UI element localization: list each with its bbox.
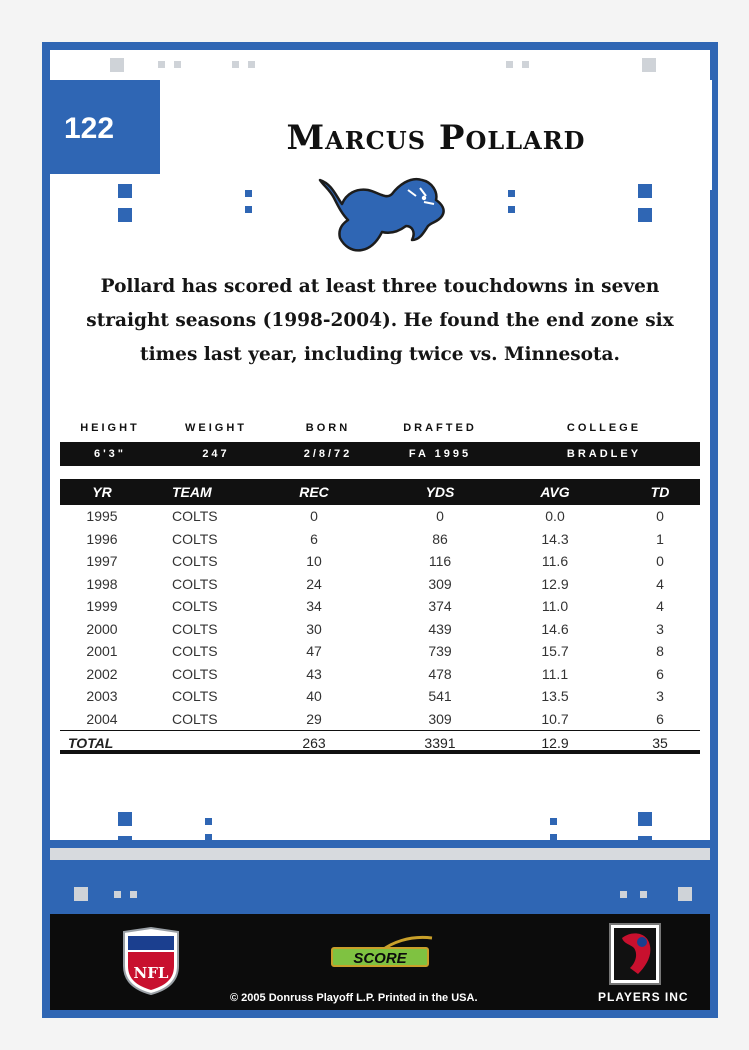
- table-cell: 14.3: [541, 530, 569, 547]
- table-cell: 3: [656, 620, 664, 637]
- vitals-header: DRAFTED: [403, 422, 477, 434]
- table-cell: 1999: [86, 598, 118, 614]
- table-row: [60, 528, 700, 551]
- lower-decor-row: [50, 764, 710, 844]
- table-cell: COLTS: [172, 710, 218, 727]
- table-cell: COLTS: [172, 688, 218, 704]
- decor-square: [245, 206, 252, 213]
- decor-square: [640, 891, 647, 898]
- table-cell: 439: [428, 620, 452, 637]
- table-cell: 374: [428, 598, 452, 614]
- decor-square: [130, 891, 137, 898]
- decor-square: [508, 190, 515, 197]
- nfl-shield-icon: [120, 926, 182, 996]
- decor-square: [638, 812, 652, 826]
- player-bio: Pollard has scored at least three touchdowns in seven straight seasons (1998-2004). He found the end zone six times last year, including twice vs. Minnesota.: [86, 276, 674, 365]
- table-cell: 24: [306, 575, 322, 592]
- stats-total-row: [60, 730, 700, 754]
- table-cell: 8: [656, 643, 664, 659]
- table-cell: 34: [306, 598, 322, 614]
- total-td: 35: [652, 735, 668, 751]
- table-cell: 0: [656, 508, 664, 524]
- vitals-values: [60, 448, 700, 462]
- table-row: [60, 618, 700, 641]
- decor-square: [174, 61, 181, 68]
- table-cell: COLTS: [172, 530, 218, 547]
- copyright-text: © 2005 Donruss Playoff L.P. Printed in the USA.: [230, 992, 478, 1004]
- stats-header: REC: [299, 484, 329, 500]
- table-cell: 11.0: [541, 598, 569, 614]
- table-cell: 0: [436, 508, 444, 524]
- decor-square: [114, 891, 121, 898]
- nfl-logo-text: NFL: [133, 964, 169, 982]
- decor-square: [508, 206, 515, 213]
- decor-square: [245, 190, 252, 197]
- decor-square: [550, 834, 557, 841]
- decor-square: [506, 61, 513, 68]
- table-cell: 478: [428, 665, 452, 682]
- table-cell: COLTS: [172, 643, 218, 659]
- vitals-value: 2/8/72: [303, 448, 353, 460]
- table-cell: COLTS: [172, 620, 218, 637]
- stats-header: AVG: [540, 484, 570, 500]
- decor-square: [638, 208, 652, 222]
- table-cell: 10: [306, 553, 322, 569]
- table-cell: 0: [656, 553, 664, 569]
- decor-square: [550, 818, 557, 825]
- table-cell: 47: [306, 643, 322, 659]
- table-cell: 739: [428, 643, 452, 659]
- decor-square: [118, 812, 132, 826]
- decor-square: [110, 58, 124, 72]
- table-cell: 116: [428, 553, 452, 569]
- decor-square: [118, 208, 132, 222]
- table-cell: 2004: [86, 710, 118, 727]
- score-logo-icon: [328, 934, 438, 970]
- table-row: [60, 550, 700, 573]
- table-cell: 1997: [86, 553, 118, 569]
- stats-header: TD: [650, 484, 670, 500]
- table-cell: 86: [432, 530, 448, 547]
- table-cell: 2002: [86, 665, 118, 682]
- table-cell: 6: [656, 665, 664, 682]
- stats-header: YDS: [425, 484, 455, 500]
- table-cell: 40: [306, 688, 322, 704]
- table-cell: 15.7: [541, 643, 569, 659]
- stats-body: [60, 505, 700, 730]
- table-cell: COLTS: [172, 575, 218, 592]
- table-cell: COLTS: [172, 553, 218, 569]
- main-panel: [50, 174, 710, 840]
- grey-band: [50, 848, 710, 860]
- table-cell: 4: [656, 598, 664, 614]
- table-cell: 6: [310, 530, 318, 547]
- decor-square: [248, 61, 255, 68]
- table-cell: 1996: [86, 530, 118, 547]
- table-row: [60, 505, 700, 528]
- trading-card-back: [42, 42, 718, 1018]
- player-name: Marcus Pollard: [286, 118, 586, 158]
- vitals-bar: [60, 442, 700, 466]
- score-logo-text: SCORE: [353, 950, 407, 967]
- decor-square: [522, 61, 529, 68]
- table-cell: 2001: [86, 643, 118, 659]
- table-cell: 1: [656, 530, 664, 547]
- table-cell: 4: [656, 575, 664, 592]
- footer: [50, 914, 710, 1010]
- table-cell: 3: [656, 688, 664, 704]
- players-inc-text: PLAYERS INC: [598, 990, 689, 1004]
- table-cell: 2003: [86, 688, 118, 704]
- decor-square: [205, 834, 212, 841]
- table-cell: 1995: [86, 508, 118, 524]
- total-label: TOTAL: [68, 735, 114, 751]
- table-cell: 1998: [86, 575, 118, 592]
- vitals-header: HEIGHT: [80, 422, 140, 434]
- table-cell: 12.9: [541, 575, 569, 592]
- table-cell: COLTS: [172, 665, 218, 682]
- vitals-header: COLLEGE: [566, 422, 642, 434]
- vitals-header: WEIGHT: [185, 422, 247, 434]
- table-row: [60, 685, 700, 708]
- decor-square: [642, 58, 656, 72]
- card-number: 122: [64, 112, 115, 145]
- table-cell: 14.6: [541, 620, 569, 637]
- decor-square: [232, 61, 239, 68]
- stats-header-row: [60, 479, 700, 505]
- table-cell: 2000: [86, 620, 118, 637]
- total-rec: 263: [302, 735, 326, 751]
- vitals-value: 6'3": [93, 448, 127, 460]
- table-cell: 11.6: [541, 553, 569, 569]
- table-cell: 29: [306, 710, 322, 727]
- top-strip: [50, 50, 710, 80]
- table-cell: 43: [306, 665, 322, 682]
- table-cell: 30: [306, 620, 322, 637]
- vitals-value: FA 1995: [408, 448, 472, 460]
- table-cell: COLTS: [172, 598, 218, 614]
- lion-logo-icon: [312, 170, 452, 254]
- table-cell: COLTS: [172, 508, 218, 524]
- table-cell: 0.0: [545, 508, 565, 524]
- vitals-headers: [60, 422, 700, 438]
- stats-table: [60, 479, 700, 754]
- decor-square: [158, 61, 165, 68]
- decor-square: [620, 891, 627, 898]
- total-avg: 12.9: [541, 735, 569, 751]
- table-cell: 11.1: [541, 665, 569, 682]
- logo-row: [50, 174, 710, 254]
- table-row: [60, 663, 700, 686]
- decor-square: [638, 184, 652, 198]
- table-cell: 309: [428, 710, 452, 727]
- vitals-header: BORN: [305, 422, 351, 434]
- stats-header: TEAM: [172, 484, 212, 500]
- decor-square: [678, 887, 692, 901]
- decor-square: [205, 818, 212, 825]
- table-row: [60, 708, 700, 731]
- vitals-value: 247: [202, 448, 230, 460]
- table-cell: 541: [428, 688, 452, 704]
- vitals-value: BRADLEY: [566, 448, 642, 460]
- decor-square: [74, 887, 88, 901]
- table-cell: 309: [428, 575, 452, 592]
- table-cell: 0: [310, 508, 318, 524]
- divider-line: [120, 843, 640, 846]
- table-row: [60, 595, 700, 618]
- table-row: [60, 640, 700, 663]
- players-inc-icon: [608, 922, 662, 986]
- stats-header: YR: [92, 484, 112, 500]
- total-yds: 3391: [424, 735, 456, 751]
- decor-square: [118, 184, 132, 198]
- table-cell: 10.7: [541, 710, 569, 727]
- table-row: [60, 573, 700, 596]
- table-cell: 6: [656, 710, 664, 727]
- table-cell: 13.5: [541, 688, 569, 704]
